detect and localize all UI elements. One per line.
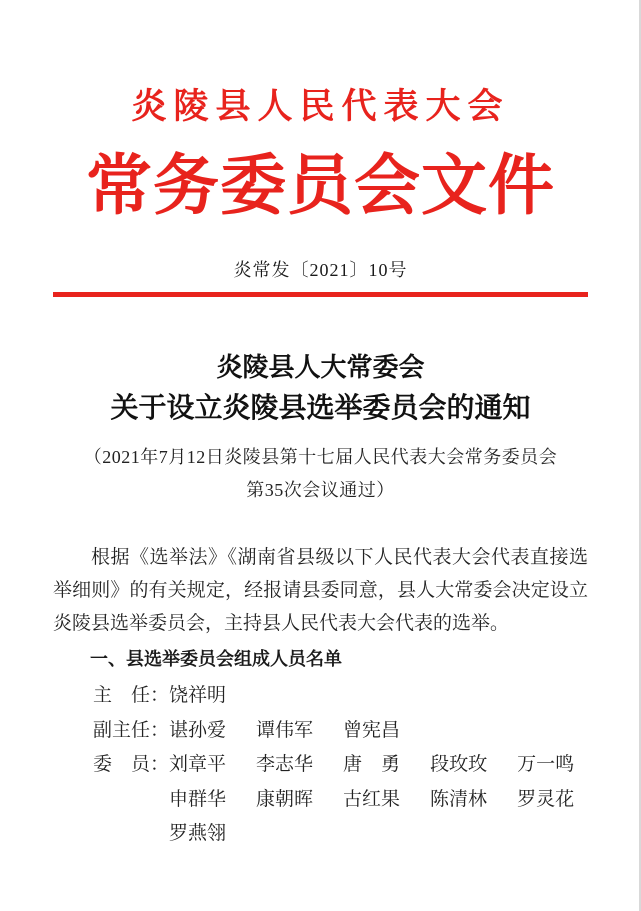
roster-name: 康朝晖 — [256, 788, 314, 810]
roster-name: 唐 勇 — [343, 754, 401, 776]
notice-title-line2: 关于设立炎陵县选举委员会的通知 — [110, 393, 531, 424]
issuing-organization-title: 炎陵县人民代表大会 — [131, 87, 510, 126]
roster-row — [93, 714, 574, 749]
red-divider-rule — [53, 292, 588, 297]
roster-name: 饶祥明 — [169, 685, 227, 706]
roster-name: 万一鸣 — [517, 754, 575, 776]
meeting-adoption-note-line1: （2021年7月12日炎陵县第十七届人民代表大会常务委员会 — [83, 447, 558, 467]
roster-name: 李志华 — [256, 754, 314, 776]
section-heading-roster: 一、县选举委员会组成人员名单 — [90, 649, 342, 669]
roster-row — [93, 817, 574, 852]
roster-row — [93, 783, 574, 818]
roster-names — [169, 679, 226, 714]
notice-title-line1: 炎陵县人大常委会 — [216, 353, 425, 382]
roster-names — [169, 714, 400, 749]
roster-name: 古红果 — [343, 788, 401, 810]
roster-row — [93, 748, 574, 783]
roster-name: 申群华 — [169, 788, 227, 810]
meeting-adoption-note-line2: 第35次会议通过） — [246, 480, 395, 500]
roster-list — [93, 679, 574, 852]
roster-name: 刘章平 — [169, 754, 227, 776]
roster-role-label: 委 员： — [93, 754, 170, 776]
roster-name: 罗灵花 — [517, 788, 575, 810]
roster-row — [93, 679, 574, 714]
roster-name: 陈清林 — [430, 788, 488, 810]
roster-names — [169, 748, 574, 783]
roster-role-label: 主 任： — [93, 685, 170, 706]
roster-role-label: 副主任： — [93, 719, 170, 741]
roster-name: 谭伟军 — [256, 719, 314, 741]
document-number: 炎常发〔2021〕10号 — [233, 260, 408, 280]
document-type-title: 常务委员会文件 — [86, 150, 555, 223]
roster-names — [169, 817, 226, 852]
notice-body-paragraph: 根据《选举法》《湖南省县级以下人民代表大会代表直接选举细则》的有关规定，经报请县委同意，县人大常委会决定设立炎陵县选举委员会，主持县人民代表大会代表的选举。 — [53, 547, 588, 634]
roster-name: 罗燕翎 — [169, 823, 227, 845]
roster-name: 段玫玫 — [430, 754, 488, 776]
roster-names — [169, 783, 574, 818]
roster-name: 谌孙爱 — [169, 719, 227, 741]
roster-name: 曾宪昌 — [343, 719, 401, 741]
